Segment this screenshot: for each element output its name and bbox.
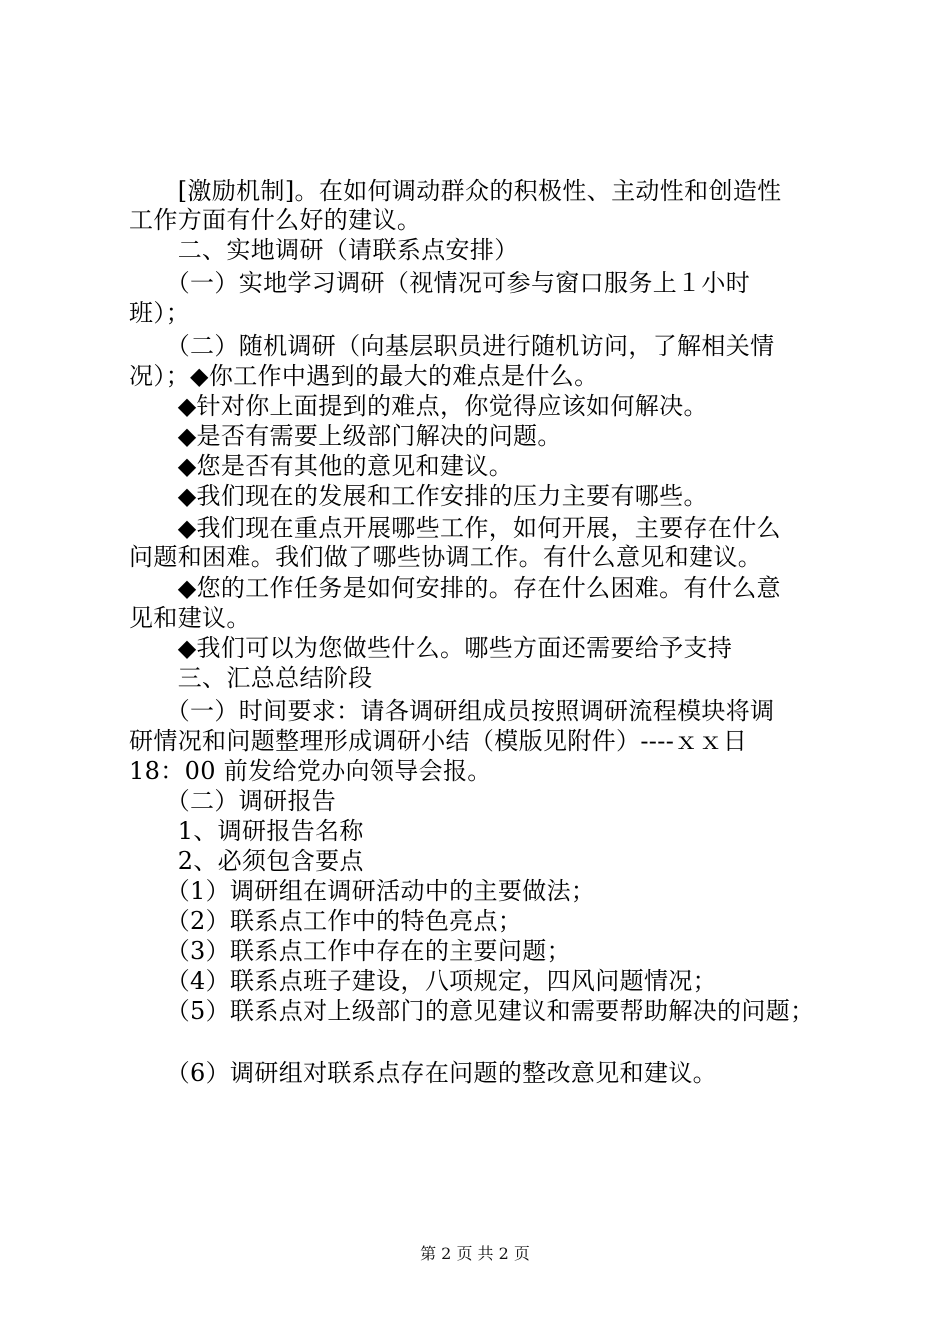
text-line: 况）；◆你工作中遇到的最大的难点是什么。 <box>129 362 599 390</box>
text-line: （一）时间要求：请各调研组成员按照调研流程模块将调 <box>129 697 775 725</box>
text-line: 1、调研报告名称 <box>129 817 364 845</box>
text-line: ◆您是否有其他的意见和建议。 <box>129 452 514 480</box>
text-line: 见和建议。 <box>129 604 251 632</box>
text-line: （5）联系点对上级部门的意见建议和需要帮助解决的问题； <box>129 997 815 1025</box>
text-line: （二）调研报告 <box>129 787 337 815</box>
text-line: （4）联系点班子建设，八项规定，四风问题情况； <box>129 967 718 995</box>
text-line: 二、实地调研（请联系点安排） <box>129 236 519 264</box>
text-line: [激励机制]。在如何调动群众的积极性、主动性和创造性 <box>129 177 782 205</box>
text-line: （1）调研组在调研活动中的主要做法； <box>129 877 596 905</box>
page-footer: 第 2 页 共 2 页 <box>420 1244 530 1263</box>
text-line: 三、汇总总结阶段 <box>129 664 373 692</box>
text-line: ◆您的工作任务是如何安排的。存在什么困难。有什么意 <box>129 574 781 602</box>
text-line: ◆是否有需要上级部门解决的问题。 <box>129 422 562 450</box>
text-line: 问题和困难。我们做了哪些协调工作。有什么意见和建议。 <box>129 543 763 571</box>
text-line: ◆针对你上面提到的难点，你觉得应该如何解决。 <box>129 392 708 420</box>
text-line: 工作方面有什么好的建议。 <box>129 206 422 234</box>
text-line: （二）随机调研（向基层职员进行随机访问，了解相关情 <box>129 332 775 360</box>
text-line: 研情况和问题整理形成调研小结（模版见附件）----ｘｘ日 <box>129 727 748 755</box>
text-line: ◆我们现在的发展和工作安排的压力主要有哪些。 <box>129 482 708 510</box>
text-line: 18：00 前发给党办向领导会报。 <box>129 757 492 785</box>
text-line: （6）调研组对联系点存在问题的整改意见和建议。 <box>129 1059 718 1087</box>
text-line: （一）实地学习调研（视情况可参与窗口服务上１小时 <box>129 269 751 297</box>
text-line: 班）； <box>129 299 191 327</box>
text-line: ◆我们现在重点开展哪些工作，如何开展，主要存在什么 <box>129 514 781 542</box>
text-line: 2、必须包含要点 <box>129 847 364 875</box>
text-line: ◆我们可以为您做些什么。哪些方面还需要给予支持 <box>129 634 733 662</box>
text-line: （2）联系点工作中的特色亮点； <box>129 907 523 935</box>
text-line: （3）联系点工作中存在的主要问题； <box>129 937 571 965</box>
